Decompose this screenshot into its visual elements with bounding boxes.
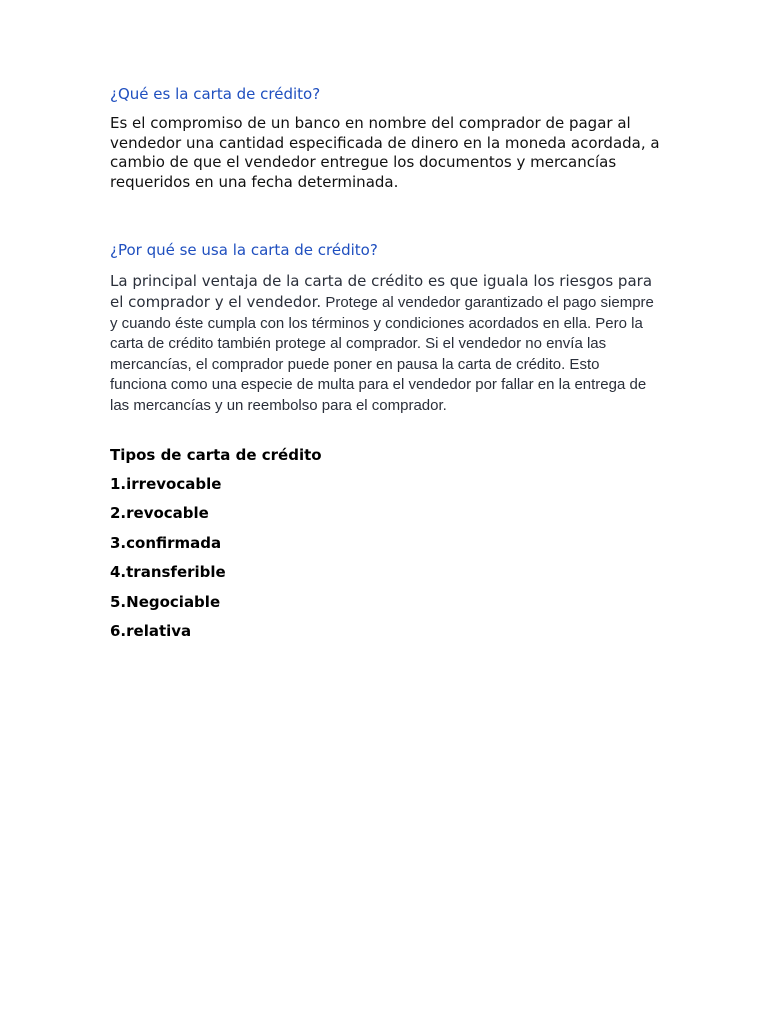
advantage-rest-text: Protege al vendedor garantizado el pago siempre y cuando éste cumpla con los términos y condiciones acordados en ella. Pero la carta de crédito también protege al comprador. Si el vendedor no envía las mercancías, el comprador puede poner en pausa la carta de crédito. Esto funciona como una especie de multa para el vendedor por fallar en la entrega de las mercancías y un reembolso para el comprador. <box>110 293 654 414</box>
advantage-paragraph <box>110 272 660 416</box>
list-item: 1.irrevocable <box>110 474 222 493</box>
types-title: Tipos de carta de crédito <box>110 445 322 464</box>
question-why-heading: ¿Por qué se usa la carta de crédito? <box>110 241 378 260</box>
question-what-is-heading: ¿Qué es la carta de crédito? <box>110 85 321 103</box>
types-list <box>110 474 660 642</box>
list-item: 3.confirmada <box>110 533 222 552</box>
list-item: 6.relativa <box>110 622 192 641</box>
definition-paragraph: Es el compromiso de un banco en nombre del comprador de pagar al vendedor una cantidad especificada de dinero en la moneda acordada, a cambio de que el vendedor entregue los documentos y mercancías requeridos en una fecha determinada. <box>110 114 660 191</box>
spacer <box>110 417 660 445</box>
document-body <box>110 84 660 651</box>
advantage-lead-text: La principal ventaja de la carta de crédito es que iguala los riesgos para el comprador y el vendedor. <box>110 272 653 311</box>
list-item: 5.Negociable <box>110 592 221 611</box>
spacer <box>110 192 660 240</box>
list-item: 2.revocable <box>110 504 209 523</box>
list-item: 4.transferible <box>110 563 226 582</box>
